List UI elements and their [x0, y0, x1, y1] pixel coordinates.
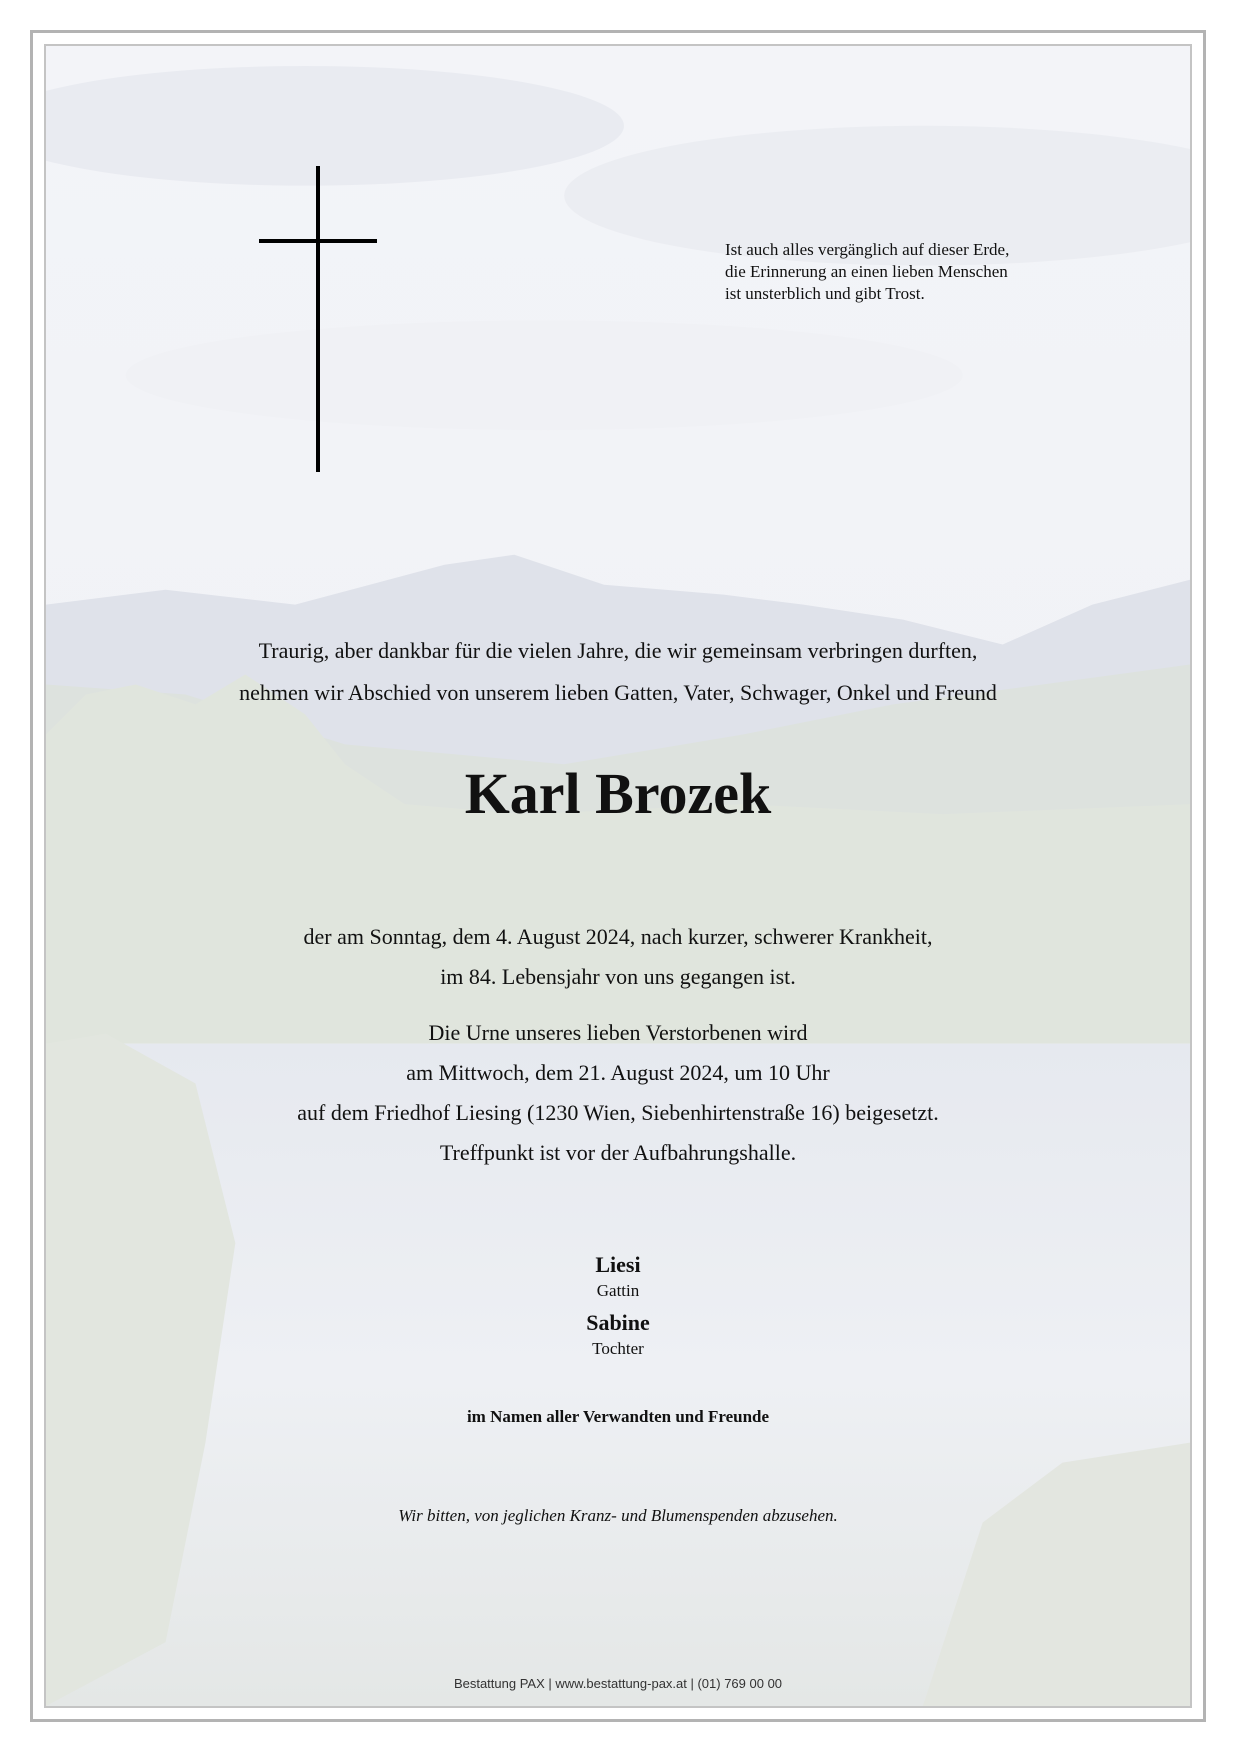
quote-line: Ist auch alles vergänglich auf dieser Erde, [725, 240, 1010, 259]
intro-text [46, 630, 1190, 714]
intro-line: Traurig, aber dankbar für die vielen Jahre, die wir gemeinsam verbringen durften, [258, 638, 978, 663]
death-notice [46, 917, 1190, 997]
family-line: im Namen aller Verwandten und Freunde [466, 1407, 770, 1426]
mourner-relation: Gattin [596, 1281, 640, 1300]
ceremony-line: Treffpunkt ist vor der Aufbahrungshalle. [439, 1140, 797, 1165]
cross-icon-crossbar [259, 239, 377, 243]
death-line: der am Sonntag, dem 4. August 2024, nach kurzer, schwerer Krankheit, [303, 924, 933, 949]
memorial-quote [725, 239, 1125, 305]
ceremony-line: Die Urne unseres lieben Verstorbenen wird [428, 1020, 808, 1045]
ceremony-details [46, 1013, 1190, 1173]
deceased-name: Karl Brozek [464, 761, 772, 826]
death-line: im 84. Lebensjahr von uns gegangen ist. [440, 964, 796, 989]
quote-line: die Erinnerung an einen lieben Menschen [725, 262, 1008, 281]
mourner-name: Sabine [586, 1310, 650, 1335]
mourners-list [46, 1251, 1190, 1367]
funeral-home-footer: Bestattung PAX | www.bestattung-pax.at | (01) 769 00 00 [453, 1676, 783, 1691]
mourner-name: Liesi [595, 1252, 641, 1277]
obituary-card [44, 44, 1192, 1708]
ceremony-line: am Mittwoch, dem 21. August 2024, um 10 Uhr [406, 1060, 830, 1085]
intro-line: nehmen wir Abschied von unserem lieben Gatten, Vater, Schwager, Onkel und Freund [239, 680, 997, 705]
quote-line: ist unsterblich und gibt Trost. [725, 284, 925, 303]
mourner-relation: Tochter [592, 1339, 644, 1358]
ceremony-line: auf dem Friedhof Liesing (1230 Wien, Siebenhirtenstraße 16) beigesetzt. [297, 1100, 939, 1125]
cross-icon [316, 166, 320, 472]
flower-request: Wir bitten, von jeglichen Kranz- und Blumenspenden abzusehen. [398, 1506, 838, 1525]
